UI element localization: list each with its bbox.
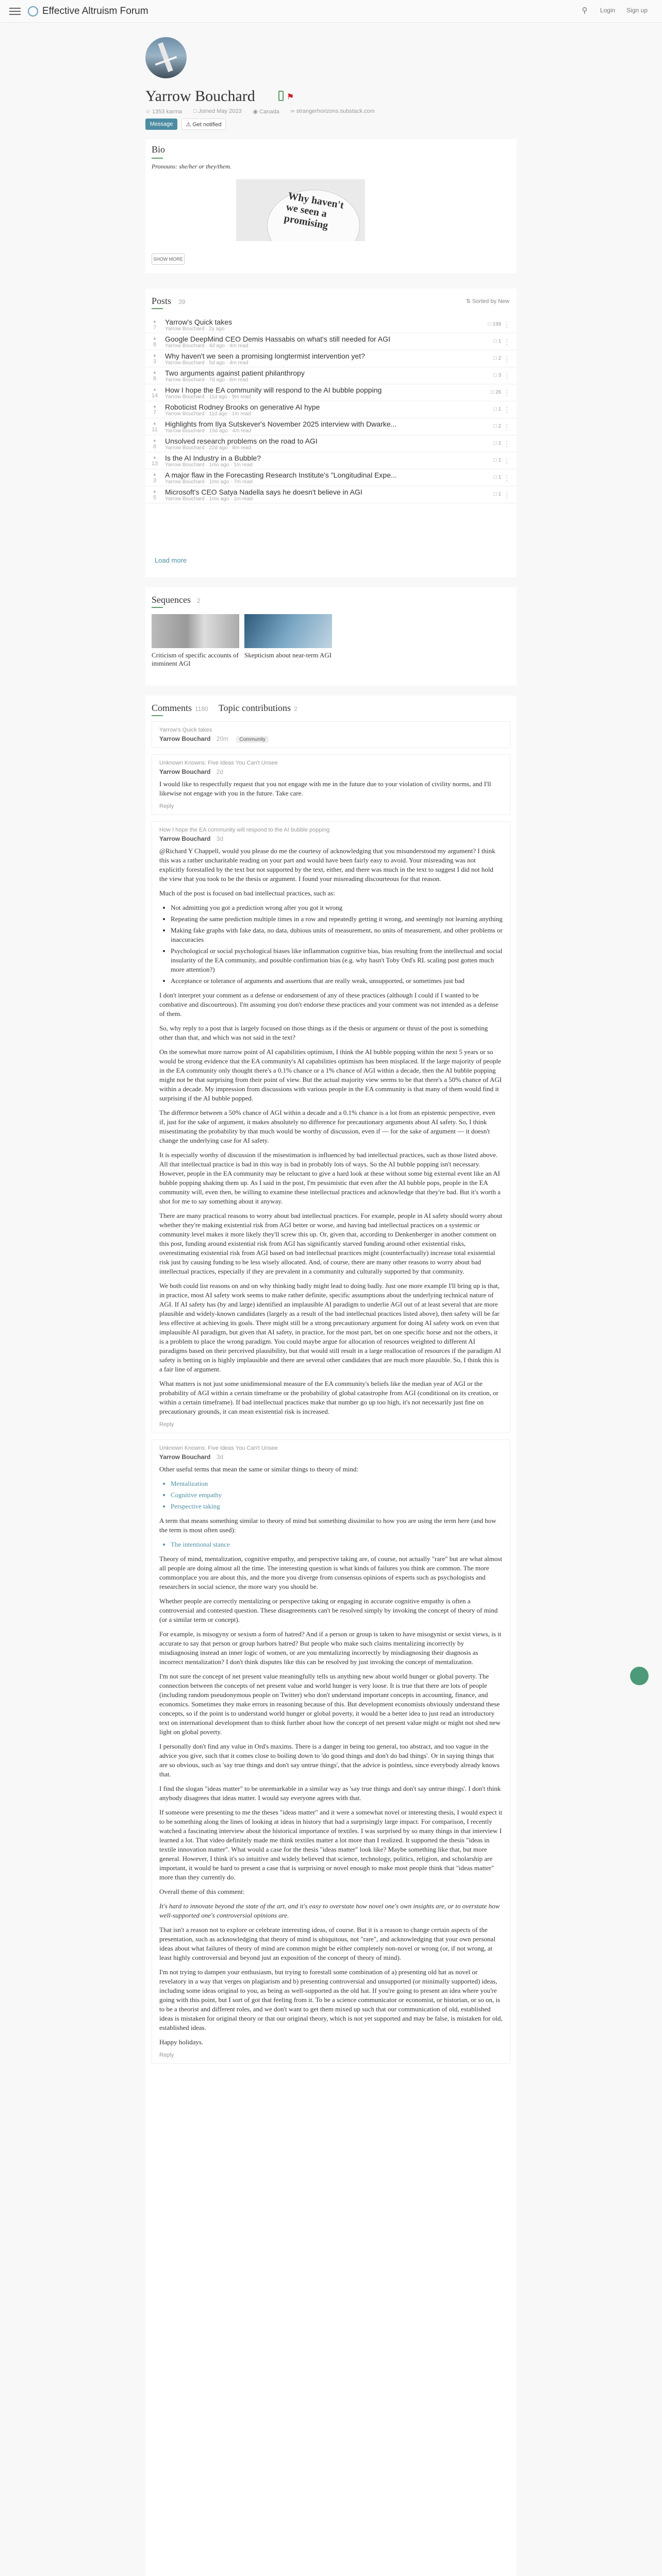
post-score-value: 14 [151,393,158,399]
comment-paragraph: Much of the post is focused on bad intellectual practices, such as: [159,889,335,897]
comment-icon: □ [493,372,497,378]
comment-card [152,821,510,1433]
comment-paragraph: Other useful terms that mean the same or similar things to theory of mind: [159,1465,358,1473]
comment-paragraph: A term that means something similar to theory of mind but something dissimilar to how you are using the term here (and how the term is most often used): [159,1517,496,1534]
post-meta: Yarrow Bouchard · 2y ago [165,326,225,332]
sequence-title: Criticism of specific accounts of imminent AGI [152,651,239,667]
comment-count[interactable] [488,321,501,327]
post-score-value: 7 [153,325,157,331]
more-options-icon[interactable]: ⋮ [503,354,510,363]
bio-fade [145,242,517,252]
post-meta: Yarrow Bouchard · 11d ago · 1m read [165,411,251,417]
comment-count-value: 1 [498,492,501,497]
list-item[interactable]: • The intentional stance [171,1540,503,1549]
tab-topics-count: 2 [294,705,297,713]
comment-age: 2d [216,768,224,775]
post-meta: Yarrow Bouchard · 15d ago · 4m read [165,428,252,434]
post-row[interactable] [145,452,517,469]
comment-paragraph: Happy holidays. [159,2038,204,2046]
bio-pronouns: Pronouns: she/her or they/them. [152,163,231,170]
comment-paragraph: I don't interpret your comment as a defense or endorsement of any of these practices (although I could if I wanted to be combative and discourteous). I'm assuming you don't endorse these practices and your comment was not intended as a defense of them. [159,991,499,1018]
bio-title: Bio [152,144,166,155]
sequence-card[interactable] [244,614,332,659]
post-row[interactable] [145,350,517,367]
profile-name: Yarrow Bouchard [145,88,255,105]
subscribe-label: Get notified [192,121,222,128]
message-button[interactable]: Message [145,118,177,130]
comment-paragraph: If someone were presenting to me the theses "ideas matter" and it were a somewhat novel or interesting thesis, I would expect it to be something along the lines of looking at ideas in history that had a surprisingly large impact. For comparison, I recently watched a fascinating interview about the historical importance of textiles. I was surprised by so many things in that interview I learned a lot. That video definitely made me think textiles matter a lot more than I realized. It supported the thesis "ideas in textile innovation matter". What would a case for the thesis "ideas matter" look like? Maybe something like that, but more general. However, I think it's so intuitive and widely believed that science, technology, politics, religion, and scholarship are important, it would be hard to present a case that is surprising or novel enough to make most people think that "ideas matter" more than they currently do. [159,1808,503,1881]
list-item: • Making fake graphs with fake data, no data, dubious units of measurement, no units of measurement, and other problems or inaccuracies [171,926,503,944]
upvote-icon[interactable]: ▲ [153,336,157,341]
search-icon[interactable]: ⚲ [582,6,588,15]
comment-icon: □ [493,355,497,361]
post-meta: Yarrow Bouchard · 1mo ago · 1m read [165,462,253,468]
comment-count[interactable] [494,338,501,344]
comment-count[interactable] [494,355,501,361]
post-row[interactable] [145,333,517,350]
tab-comments[interactable]: Comments [152,703,192,713]
list-item[interactable]: • Cognitive empathy [171,1490,503,1500]
post-row[interactable] [145,418,517,435]
comments-divider [152,715,163,716]
comment-paragraph: Overall theme of this comment: [159,1888,245,1895]
bio-card [145,139,517,273]
post-score [150,420,160,433]
comment-list [171,1540,503,1549]
sequence-image [244,614,332,648]
comment-icon: □ [493,457,497,463]
comment-header [159,1453,503,1461]
post-score-value: 8 [153,342,157,348]
comment-count[interactable] [494,406,501,412]
comment-icon: □ [491,389,494,395]
comment-header [159,735,503,742]
comment-paragraph: What matters is not just some unidimensional measure of the EA community's beliefs like the median year of AGI or the probability of AGI within a certain timeframe or the probability of global catastrophe from AGI (conditional on its creation, or within a certain timeframe). If bad intellectual practices make that number go up too high, it's not necessarily just fine on precautionary grounds, it can mean existential risk is increased. [159,1380,499,1415]
comment-author[interactable]: Yarrow Bouchard [159,768,211,775]
profile-karma: 1353 karma [152,109,183,115]
profile-joined: Joined May 2023 [198,108,242,114]
comment-count-value: 1 [498,440,501,446]
comment-count-value: 1 [498,457,501,463]
comment-count[interactable] [494,474,501,480]
comment-body [159,779,503,798]
post-meta: Yarrow Bouchard · 5d ago · 4m read [165,360,249,366]
comment-paragraph: I find the slogan "ideas matter" to be unremarkable in a similar way as 'say true things and don't say untrue things'. I don't think anybody disagrees that ideas matter. I would say everyone agrees with that. [159,1785,501,1802]
profile-stats [145,108,375,115]
posts-list [145,316,517,503]
post-score [150,454,160,467]
upvote-icon[interactable]: ▲ [153,319,157,324]
post-meta: Yarrow Bouchard · 1mo ago · 1m read [165,496,253,502]
bell-icon: ⚠ [186,121,191,128]
comment-paragraph: It's hard to innovate beyond the state of the art, and it's easy to overstate how novel one's own insights are, or to overstate how well-supported one's controversial opinions are. [159,1902,500,1919]
post-score [150,352,160,365]
post-meta: Yarrow Bouchard · 22d ago · 8m read [165,445,252,451]
post-score-value: 7 [153,410,157,416]
comment-paragraph: We both could list reasons on and on why thinking badly might lead to doing badly. Just one more example I'll bring up is that, in practice, most AI safety work seems to make rather definite, specific assumptions about the underlying technical nature of AGI. If AI safety has (by and large) identified an implausible AI paradigm to underlie AGI out of at least several that are more plausible and widely-known candidates (largely as a result of the bad intellectual practices listed above), then safety will be far less effective at achieving its goals. There might still be a strong precautionary argument for doing AI safety work on even that implausible AI paradigm, but given that AI safety, in practice, for the most part, bet on one specific horse and not the others, it is a problem to place the wrong paradigm. You could maybe argue for allocation of resources weighted to different AI paradigms based on their perceived plausibility, but that would still result in a large reallocation of resources if the paradigm AI safety is betting on is highly implausible and there are several other candidates that are much more plausible. So, I think this is a fair line of argument. [159,1282,501,1373]
comment-tag[interactable]: Community [236,736,269,743]
post-title[interactable]: How I hope the EA community will respond to the AI bubble popping [165,385,382,394]
bio-image-text: Why haven't we seen a promising [283,190,345,232]
post-meta: Yarrow Bouchard · 4d ago · 4m read [165,343,249,349]
reply-link[interactable]: Reply [159,1421,174,1428]
comment-icon: □ [493,338,497,344]
chat-icon[interactable] [630,1667,649,1685]
reply-link[interactable]: Reply [159,803,174,809]
comment-count[interactable] [494,457,501,463]
post-title[interactable]: Roboticist Rodney Brooks on generative AI hype [165,402,320,411]
posts-card [145,289,517,577]
signup-button[interactable]: Sign up [623,4,651,16]
post-title[interactable]: Unsolved research problems on the road to AGI [165,436,318,445]
post-score-value: 11 [152,427,158,433]
sequence-image [152,614,239,648]
comment-author[interactable]: Yarrow Bouchard [159,1453,211,1461]
comment-count[interactable] [494,423,501,429]
location-icon: ◉ Canada [253,109,279,115]
post-meta: Yarrow Bouchard · 7d ago · 6m read [165,377,249,383]
bio-divider [152,158,163,159]
post-score [150,318,160,331]
comment-paragraph: That isn't a reason not to explore or celebrate interesting ideas, of course. But it is a reason to change certain aspects of the presentation, such as acknowledging that theory of mind is ubiquitous, not "rare", and acknowledging that your own personal ideas about what failures of theory of mind are common might be either completely non-novel or wrong (or, if not wrong, at least highly controversial and beyond just an exposition of the concept of theory of mind). [159,1926,495,1961]
load-more-link[interactable]: Load more [155,556,187,564]
comment-card [152,721,510,748]
comment-paragraph: I would like to respectfully request that you not engage with me in the future due to your violation of civility norms, and I'll likewise not engage with you in the future. Take care. [159,780,491,797]
comment-author[interactable]: Yarrow Bouchard [159,835,211,842]
tab-comments-count: 1180 [195,705,208,713]
upvote-icon[interactable]: ▲ [153,489,157,494]
bio-image [236,179,365,241]
site-title[interactable]: Effective Altruism Forum [42,5,148,16]
comment-context[interactable]: Yarrow's Quick takes [159,727,212,733]
comment-count-value: 1 [498,406,501,412]
comment-header [159,835,503,842]
comment-count-value: 1 [498,474,501,480]
list-item: • Repeating the same prediction multiple times in a row and repeatedly getting it wrong, and seemingly not learning anything [171,914,503,924]
posts-divider [152,308,163,309]
post-row[interactable] [145,367,517,384]
more-options-icon[interactable]: ⋮ [503,490,510,499]
comment-icon: □ [493,406,497,412]
comment-paragraph: So, why reply to a post that is largely focused on those things as if the thesis or argument or thrust of the post is something other than that, and which was not said in the text? [159,1024,488,1041]
comment-body [159,846,503,1416]
show-more-button[interactable]: SHOW MORE [152,253,185,265]
comment-paragraph: On the somewhat more narrow point of AI capabilities optimism, I think the AI bubble popping within the next 5 years or so would be strong evidence that the EA community's AI capabilities optimism has been misplaced. If the large majority of people in the EA community only thought there's a 0.1% chance or a 1% chance of AGI within a decade, then the AI bubble popping might not be that surprising from their point of view. But the actual majority view seems to be that there's a 50% chance of AGI within a decade. My impression from discussions with various people in the EA community is that many of them would find it surprising if the AI bubble popped. [159,1048,502,1102]
more-options-icon[interactable]: ⋮ [503,388,510,397]
comments-card [145,696,517,2576]
post-score-value: 13 [151,461,158,467]
list-item[interactable]: • Mentalization [171,1479,503,1488]
post-score [150,471,160,484]
comment-icon: □ [493,474,497,480]
subscribe-button[interactable] [181,118,226,130]
comment-count-value: 1 [498,338,501,344]
posts-title: Posts [152,296,172,306]
upvote-icon[interactable]: ▲ [153,404,157,409]
comment-count-value: 3 [498,372,501,378]
post-title[interactable]: A major flaw in the Forecasting Research Institute's "Longitudinal Expe... [165,470,397,479]
login-button[interactable]: Login [597,4,618,16]
comment-context[interactable]: Unknown Knowns: Five Ideas You Can't Unsee [159,1445,278,1451]
comment-count[interactable] [494,372,501,378]
comment-paragraph: Theory of mind, mentalization, cognitive empathy, and perspective taking are, of course, not actually "rare" but are what almost all people are doing almost all the time. The interesting question is what kinds of failures you think are common. The more commonplace you are about this, and the more you diverge from consensus opinions of experts such as psychologists and researchers in social science, the more wary you should be. [159,1555,502,1590]
comment-paragraph: It is especially worthy of discussion if the misestimation is influenced by bad intellectual practices, such as those listed above. All that intellectual practice is bad in this way is bad in probably lots of ways. So the AI bubble popping isn't necessary. However, people in the EA community may be reluctant to give a hard look at these without some big external event like an AI bubble popping shaking them up. As I said in the post, I'm pessimistic that even after the AI bubble pops, people in the EA community will, even then, be willing to examine these intellectual practices and acknowledge that they're bad. But it's worth a shot for me to say something about it anyway. [159,1151,501,1205]
comment-header [159,768,503,775]
post-score-value: 3 [153,478,157,484]
comment-paragraph: I personally don't find any value in Ord's maxims. There is a danger in being too general, too abstract, and too vague in the advice you give, such that it comes close to boiling down to 'do good things and don't do bad things'. Or in saying things that are so obvious, such as 'say true things and don't say untrue things', that the advice is pointless, since everybody already knows that. [159,1742,500,1778]
post-score [150,386,160,399]
more-options-icon[interactable]: ⋮ [503,405,510,414]
list-item: • Not admitting you got a prediction wrong after you got it wrong [171,903,503,912]
comment-context[interactable]: How I hope the EA community will respond to the AI bubble popping [159,827,330,833]
profile-location: Canada [259,109,279,115]
more-options-icon[interactable]: ⋮ [503,456,510,465]
comment-card [152,754,510,815]
comment-count[interactable] [491,389,501,395]
upvote-icon[interactable]: ▲ [153,370,157,375]
post-title[interactable]: Yarrow's Quick takes [165,317,233,326]
menu-icon[interactable] [9,6,21,17]
post-score-value: 8 [153,444,157,450]
tab-topics[interactable]: Topic contributions [218,703,291,713]
flag-icon: ⚑ [287,93,294,101]
post-title[interactable]: Highlights from Ilya Sutskever's November 2025 interview with Dwarke... [165,419,397,428]
upvote-icon[interactable]: ▲ [153,455,157,460]
post-row[interactable] [145,486,517,503]
profile-website[interactable]: strangerhorizons.substack.com [296,108,375,114]
post-score [150,403,160,416]
post-score [150,488,160,501]
site-logo-icon[interactable] [28,6,38,16]
post-title[interactable]: Two arguments against patient philanthropy [165,368,305,377]
comment-count[interactable] [494,440,501,446]
sequence-card[interactable] [152,614,239,668]
sort-label: Sorted by New [472,298,509,304]
post-row[interactable] [145,384,517,401]
post-row[interactable] [145,401,517,418]
calendar-icon: □ Joined May 2023 [193,108,242,114]
comment-paragraph: There are many practical reasons to worry about bad intellectual practices. For example, people in AI safety should worry about whether they're making existential risk from AGI better or worse, and having bad intellectual practices on a systemic or community level makes it more likely they'll screw this up. Or, given that, according to Denkenberger in another comment on this post, funding around existential risk from AGI has significantly starved funding around other existential risks, overestimating existential risk from AGI based on bad intellectual practices might (counterfactually) increase total existential risk just by causing funding to be less wisely allocated. And, of course, there are many other reasons to worry about bad intellectual practices, especially if they are prevalent in a community and culturally supported by that community. [159,1212,503,1275]
more-options-icon[interactable]: ⋮ [503,320,510,329]
star-icon: ☆ 1353 karma [145,109,183,115]
post-title[interactable]: Is the AI Industry in a Bubble? [165,453,261,462]
comment-count[interactable] [494,492,501,497]
post-score [150,369,160,382]
comment-age: 3d [216,835,224,842]
sequences-title: Sequences [152,595,191,605]
posts-count: 39 [178,298,186,306]
comment-paragraph: @Richard Y Chappell, would you please do me the courtesy of acknowledging that you misunderstood my argument? I think this was a rather uncharitable reading on your part and would have been fairly easy to avoid. Your misreading was not explicitly forestalled by the text but not supported by the text, either, and there was much in the text to suggest I did not hold the view that you took to be the thesis or argument. I found your misreading discourteous for that reason. [159,847,495,883]
post-meta: Yarrow Bouchard · 1mo ago · 7m read [165,479,253,485]
top-bar [0,0,662,23]
comment-paragraph: I'm not sure the concept of net present value meaningfully tells us anything new about world hunger or global poverty. The connection between the concepts of net present value and world hunger is very loose. It is true that there are lots of people (including random pseudonymous people on Twitter) who don't understand important concepts in accounting, finance, and economics. Sometimes they make errors in reasoning because of this. But development economists obviously understand these concepts, so if the point is to understand world hunger or global poverty, it would be a better idea to just read an introductory text on international development than to think further about how the concept of net present value might or might not shed new light on global poverty. [159,1672,501,1736]
post-title[interactable]: Google DeepMind CEO Demis Hassabis on what's still needed for AGI [165,334,390,343]
post-score-value: 3 [153,359,157,365]
sequences-count: 2 [197,597,201,604]
post-row[interactable] [145,316,517,333]
comment-context[interactable]: Unknown Knowns: Five Ideas You Can't Unsee [159,760,278,766]
comment-list [171,1479,503,1511]
comment-list [171,903,503,986]
comment-paragraph: For example, is misogyny or sexism a form of hatred? And if a person or group is taken to have misogynist or sexist views, is it accurate to say that person or group harbors hatred? But people who make such claims mentalizing incorrectly by misdiagnosing instead an inner logic of women, or are you mentalizing incorrectly by misdiagnosing their diagnosis as incorrect mentalization? I don't think disputes like this can be resolved by just invoking the concept of mentalization. [159,1630,502,1666]
list-item: • Psychological or social psychological biases like inflammation cognitive bias, bias resulting from the intellectual and social insularity of the EA community, and possible confirmation bias (e.g. why hasn't Toby Ord's RL scaling post gotten much more attention?) [171,946,503,974]
link-icon: ∞ strangerhorizons.substack.com [290,108,375,114]
upvote-icon[interactable]: ▲ [153,438,157,443]
more-options-icon[interactable]: ⋮ [503,371,510,380]
comment-paragraph: Whether people are correctly mentalizing or perspective taking or engaging in accurate cognitive empathy is often a controversial and contested question. These disagreements can't be resolved simply by invoking the concept of theory of mind (or a similar term or concept). [159,1597,498,1623]
upvote-icon[interactable]: ▲ [153,472,157,477]
comment-paragraph: I'm not trying to dampen your enthusiasm, but trying to forestall some combination of a) presenting old hat as novel or revelatory in a way that verges on plagiarism and b) presenting controversial and unsupported (or minimally supported) ideas, including some ideas original to you, as being as well-supported as the old hat. If you're going to present an idea where you're going with this point, but I sort of got that feeling from it. To be a science communicator or economist, or historian, or so on, is to be a theorist and different roles, and we don't want to get them mixed up such that our communication of old, established ideas is mistaken for original theory or that our original theory, which is not yet supported and may be false, is mistaken for old, established ideas. [159,1968,503,2031]
comment-card [152,1439,510,2064]
list-item[interactable]: • Perspective taking [171,1502,503,1511]
comment-body [159,1465,503,2047]
more-options-icon[interactable]: ⋮ [503,337,510,346]
sort-control[interactable] [466,298,509,304]
post-title[interactable]: Why haven't we seen a promising longtermist intervention yet? [165,351,365,360]
comment-age: 3d [216,1453,224,1461]
post-score [150,437,160,450]
upvote-icon[interactable]: ▲ [153,353,157,358]
sort-icon: ⇅ [466,298,471,304]
comment-count-value: 199 [492,321,501,327]
more-options-icon[interactable]: ⋮ [503,439,510,448]
upvote-icon[interactable]: ▲ [153,387,157,392]
comment-count-value: 2 [498,355,501,361]
more-options-icon[interactable]: ⋮ [503,422,510,431]
upvote-icon[interactable]: ▲ [153,421,157,426]
sequences-divider [152,607,163,608]
post-row[interactable] [145,469,517,486]
post-score [150,335,160,348]
comment-paragraph: The difference between a 50% chance of AGI within a decade and a 0.1% chance is a lot from an epistemic perspective, even if, just for the sake of argument, it makes absolutely no difference for precautionary arguments about AI safety. So, I think misestimating the probability by that much would be worthy of discussion, even if — for the sake of argument — it doesn't change the underlying case for AI safety. [159,1109,495,1144]
list-item: • Acceptance or tolerance of arguments and assertions that are really weak, unsupported, or sometimes just bad [171,976,503,986]
sequence-title: Skepticism about near-term AGI [244,651,332,659]
post-score-value: 5 [153,495,157,501]
profile-header [145,31,517,126]
comment-count-value: 26 [495,389,501,395]
comment-icon: □ [488,321,491,327]
comment-icon: □ [493,423,497,429]
comment-count-value: 2 [498,423,501,429]
post-row[interactable] [145,435,517,452]
post-meta: Yarrow Bouchard · 11d ago · 9m read [165,394,251,400]
more-options-icon[interactable]: ⋮ [503,473,510,482]
comment-age: 20m [216,735,229,742]
comment-icon: □ [493,440,497,446]
comment-icon: □ [493,492,497,497]
sequences-card [145,587,517,685]
comment-author[interactable]: Yarrow Bouchard [159,735,211,742]
reply-link[interactable]: Reply [159,2052,174,2058]
verified-icon [278,91,284,101]
avatar [145,37,187,78]
comments-tabs [152,703,297,714]
post-title[interactable]: Microsoft's CEO Satya Nadella says he doesn't believe in AGI [165,487,362,496]
post-score-value: 8 [153,376,157,382]
